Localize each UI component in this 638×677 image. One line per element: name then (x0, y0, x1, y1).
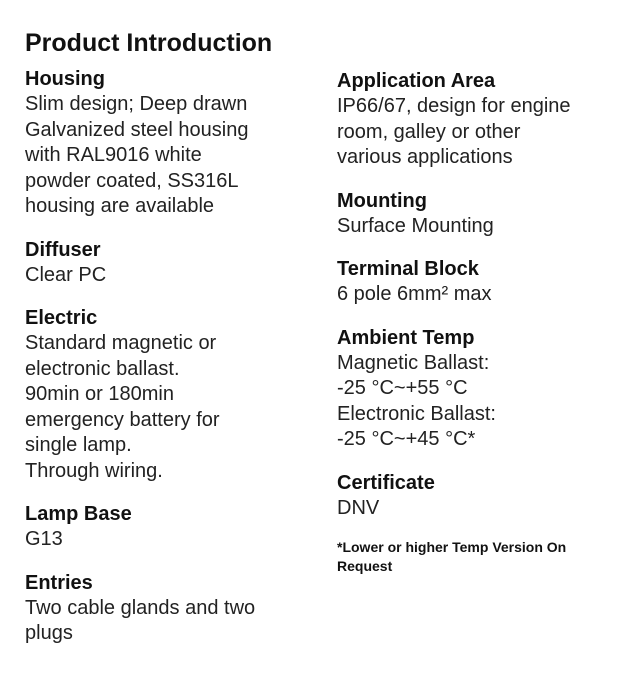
section-certificate (337, 470, 627, 522)
section-text: Clear PC (25, 263, 107, 286)
section-terminal-block (337, 256, 627, 308)
section-text: G13 (25, 528, 63, 550)
section-heading: Terminal Block (337, 258, 479, 280)
section-text: 6 pole 6mm² max (337, 283, 492, 305)
section-text: Two cable glands and two plugs (25, 596, 256, 644)
section-diffuser (25, 237, 315, 289)
section-text: Magnetic Ballast: -25 °C~+55 °C Electronic Ballast: -25 °C~+45 °C* (337, 351, 496, 450)
section-lamp-base (25, 501, 315, 553)
section-text: IP66/67, design for engine room, galley or other various applications (337, 95, 571, 168)
section-heading: Housing (25, 68, 105, 90)
section-text: DNV (337, 496, 380, 519)
section-text: Surface Mounting (337, 214, 494, 237)
section-electric (25, 305, 315, 484)
section-mounting (337, 188, 627, 240)
section-heading: Electric (25, 307, 98, 329)
section-heading: Entries (25, 571, 93, 594)
section-heading: Lamp Base (25, 503, 132, 525)
section-ambient-temp (337, 325, 627, 453)
section-housing (25, 66, 315, 220)
page-title: Product Introduction (25, 29, 273, 57)
left-column (25, 66, 315, 664)
section-application-area (337, 68, 627, 171)
section-heading: Certificate (337, 471, 435, 494)
section-entries (25, 570, 315, 647)
right-column (337, 68, 627, 576)
section-heading: Mounting (337, 189, 427, 212)
section-heading: Diffuser (25, 238, 101, 261)
section-heading: Ambient Temp (337, 326, 475, 349)
footnote: *Lower or higher Temp Version On Request (337, 539, 567, 574)
section-text: Slim design; Deep drawn Galvanized steel housing with RAL9016 white powder coated, SS316L housing are available (25, 93, 249, 217)
section-text: Standard magnetic or electronic ballast. 90min or 180min emergency battery for single lamp. Through wiring. (25, 332, 220, 482)
section-heading: Application Area (337, 70, 496, 92)
